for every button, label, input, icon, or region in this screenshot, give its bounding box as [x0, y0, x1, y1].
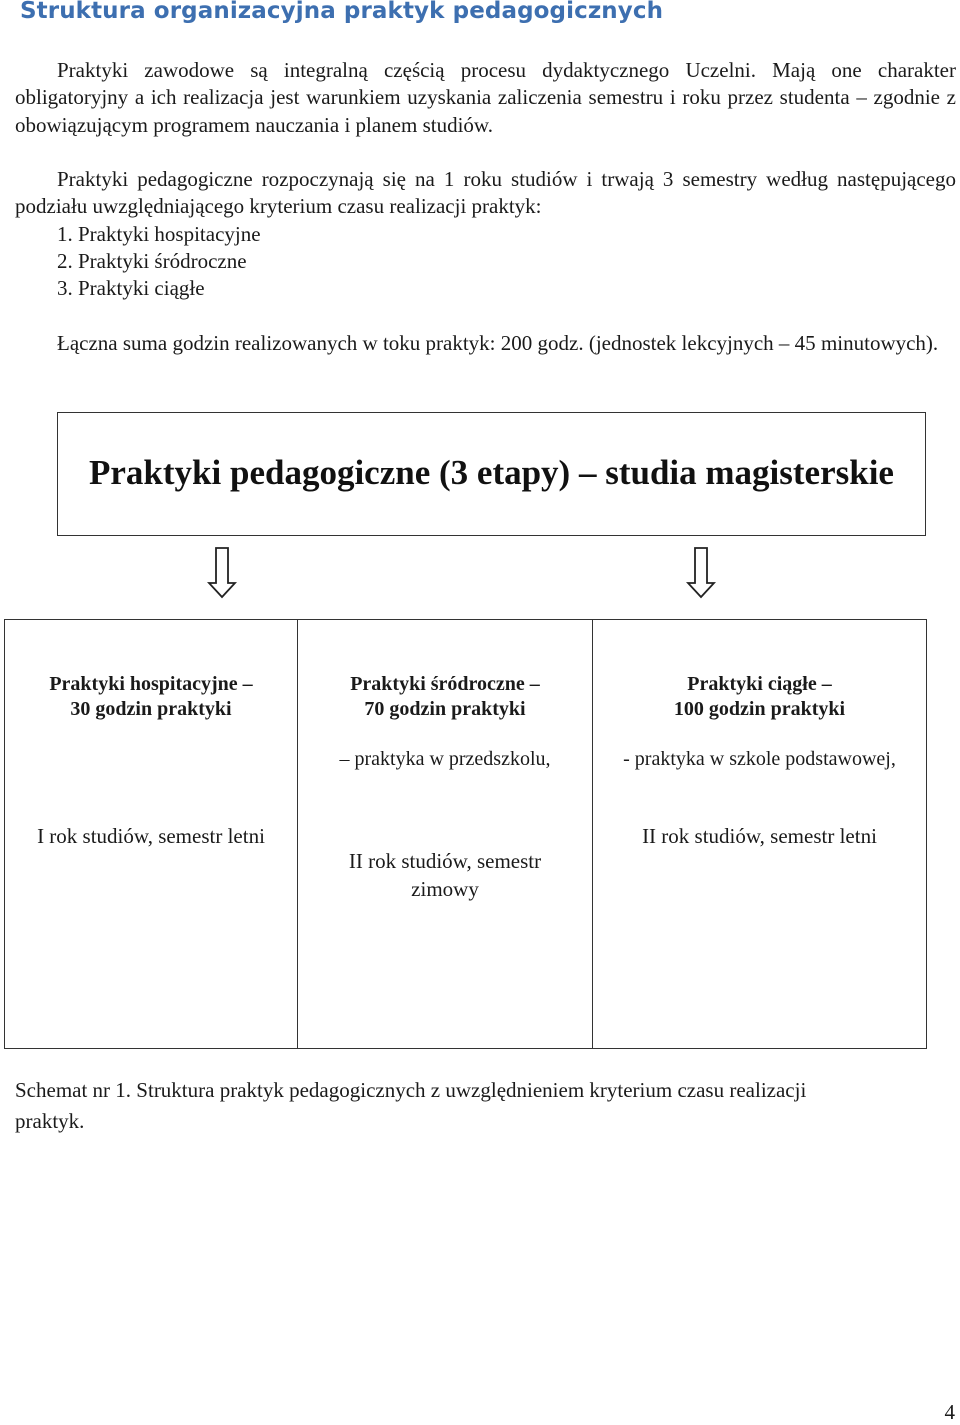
stage-title: [593, 672, 926, 722]
list-item: 1. Praktyki hospitacyjne: [57, 222, 261, 246]
diagram-caption: [15, 1075, 935, 1137]
stage-title-line: Praktyki śródroczne –: [350, 673, 540, 695]
stage-hours: 70 godzin praktyki: [364, 698, 526, 720]
stage-description: - praktyka w szkole podstawowej,: [623, 748, 896, 770]
stage-hours: 100 godzin praktyki: [673, 698, 846, 720]
stage-column-midterm: [297, 620, 592, 1048]
stage-title-line: Praktyki ciągłe –: [687, 673, 832, 695]
stages-table: [4, 619, 927, 1049]
stage-timing: [5, 822, 297, 850]
total-hours-paragraph: [15, 330, 956, 357]
total-hours-line-1: Łączna suma godzin realizowanych w toku praktyk: 200 godz. (jednostek lekcyjnych – 45: [57, 331, 816, 355]
list-item: 3. Praktyki ciągłe: [57, 276, 205, 300]
stage-column-hospitation: [5, 620, 297, 1048]
stage-description: – praktyka w przedszkolu,: [339, 748, 551, 770]
intro-line-2: obligatoryjny a ich realizacja jest warunkiem uzyskania zaliczenia semestru i roku przez studenta: [15, 85, 850, 110]
intro-paragraph: [15, 57, 956, 139]
schedule-line-1: Praktyki pedagogiczne rozpoczynają się na 1 roku studiów i trwają 3 semestry według: [57, 167, 828, 191]
caption-line: Schemat nr 1. Struktura praktyk pedagogicznych z uwzględnieniem kryterium czasu realizacji: [15, 1078, 807, 1102]
stage-title: [298, 672, 592, 722]
stage-timing: [298, 847, 592, 903]
stage-title: [5, 672, 297, 722]
down-arrow-icon: [207, 547, 237, 599]
intro-line-1: Praktyki zawodowe są integralną częścią procesu dydaktycznego Uczelni. Mają one charakter: [57, 58, 956, 82]
schedule-paragraph: [15, 166, 956, 221]
stage-hours: 30 godzin praktyki: [70, 698, 232, 720]
caption-line: praktyk.: [15, 1109, 85, 1133]
intro-line-3: – zgodnie z obowiązującym programem nauczania i planem studiów.: [15, 85, 957, 137]
stage-timing: [593, 822, 926, 850]
stage-column-continuous: [592, 620, 926, 1048]
stage-title-line: Praktyki hospitacyjne –: [49, 673, 253, 695]
page-number: 4: [944, 1400, 955, 1424]
schedule-line-2: następującego podziału uwzględniającego kryterium czasu realizacji praktyk:: [15, 167, 956, 219]
stage-timing-line: zimowy: [411, 877, 479, 901]
stage-timing-line: II rok studiów, semestr letni: [642, 824, 877, 848]
section-heading: Struktura organizacyjna praktyk pedagogicznych: [20, 0, 664, 24]
down-arrow-icon: [686, 547, 716, 599]
stage-timing-line: II rok studiów, semestr: [348, 849, 542, 873]
total-hours-line-2: minutowych).: [820, 331, 939, 355]
diagram-title: Praktyki pedagogiczne (3 etapy) – studia magisterskie: [89, 452, 894, 492]
diagram-title-box: [57, 412, 926, 536]
stage-timing-line: I rok studiów, semestr letni: [37, 824, 265, 848]
list-item: 2. Praktyki śródroczne: [57, 249, 247, 273]
